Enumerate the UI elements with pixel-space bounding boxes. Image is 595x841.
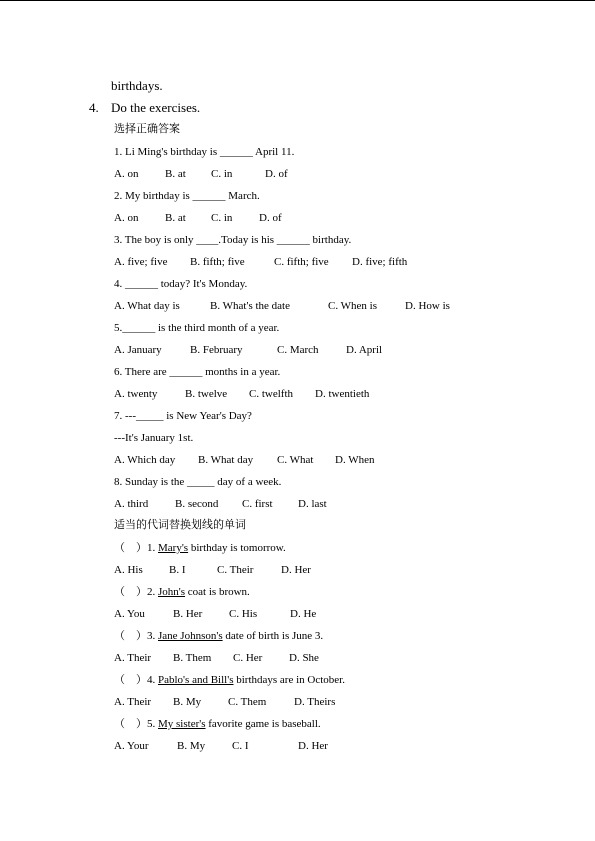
option-c: C. twelfth	[249, 388, 293, 400]
option-a: A. on	[114, 168, 139, 180]
option-b: B. My	[177, 740, 206, 752]
option-c: C. Their	[217, 564, 254, 576]
continued-text: birthdays.	[111, 78, 163, 93]
option-c: C. in	[211, 168, 233, 180]
option-c: C. I	[232, 740, 249, 752]
option-b: B. What day	[198, 454, 254, 466]
option-d: D. twentieth	[315, 388, 370, 400]
underlined-word: Jane Johnson's	[158, 630, 223, 642]
option-c: C. Her	[233, 652, 263, 664]
option-d: D. She	[289, 652, 319, 664]
question-rest: favorite game is baseball.	[205, 718, 321, 730]
option-b: B. fifth; five	[190, 256, 245, 268]
option-b: B. twelve	[185, 388, 228, 400]
pronoun-question-5	[114, 717, 321, 731]
option-b: B. Her	[173, 608, 203, 620]
option-b: B. Them	[173, 652, 212, 664]
question-rest: birthdays are in October.	[233, 674, 345, 686]
question-4: 4. ______ today? It's Monday.	[114, 278, 248, 290]
question-7: 7. ---_____ is New Year's Day?	[114, 410, 252, 422]
answer-blank: （ ）4.	[114, 674, 158, 686]
question-2: 2. My birthday is ______ March.	[114, 190, 260, 202]
section-number: 4.	[89, 100, 99, 115]
option-c: C. When is	[328, 300, 377, 312]
option-d: D. Her	[281, 564, 311, 576]
underlined-word: My sister's	[158, 718, 206, 730]
option-c: C. Them	[228, 696, 267, 708]
option-d: D. Theirs	[294, 696, 336, 708]
option-d: D. April	[346, 344, 383, 356]
option-a: A. What day is	[114, 300, 180, 312]
question-rest: birthday is tomorrow.	[188, 542, 286, 554]
answer-blank: （ ）5.	[114, 718, 158, 730]
option-d: D. When	[335, 454, 375, 466]
option-b: B. at	[165, 212, 186, 224]
part2-heading: 适当的代词替换划线的单词	[114, 519, 246, 531]
option-b: B. What's the date	[210, 300, 290, 312]
answer-blank: （ ）2.	[114, 586, 158, 598]
question-3: 3. The boy is only ____.Today is his ______ birthday.	[114, 234, 352, 246]
answer-blank: （ ）3.	[114, 630, 158, 642]
pronoun-question-4	[114, 673, 345, 687]
option-a: A. Their	[114, 652, 152, 664]
option-b: B. February	[190, 344, 243, 356]
option-c: C. March	[277, 344, 319, 356]
option-b: B. My	[173, 696, 202, 708]
question-1: 1. Li Ming's birthday is ______ April 11.	[114, 146, 295, 158]
option-a: A. twenty	[114, 388, 158, 400]
option-d: D. Her	[298, 740, 328, 752]
option-a: A. on	[114, 212, 139, 224]
answer-blank: （ ）1.	[114, 542, 158, 554]
option-d: D. of	[265, 168, 288, 180]
option-d: D. last	[298, 498, 327, 510]
option-c: C. What	[277, 454, 314, 466]
question-8: 8. Sunday is the _____ day of a week.	[114, 476, 282, 488]
option-d: D. of	[259, 212, 282, 224]
option-c: C. in	[211, 212, 233, 224]
pronoun-question-2	[114, 585, 250, 599]
pronoun-question-5-options	[114, 739, 328, 823]
pronoun-question-3	[114, 629, 323, 643]
option-d: D. How is	[405, 300, 450, 312]
option-d: D. five; fifth	[352, 256, 408, 268]
option-a: A. January	[114, 344, 162, 356]
underlined-word: Pablo's and Bill's	[158, 674, 234, 686]
option-a: A. five; five	[114, 256, 168, 268]
question-5: 5.______ is the third month of a year.	[114, 322, 280, 334]
option-a: A. Your	[114, 740, 149, 752]
option-c: C. His	[229, 608, 258, 620]
underlined-word: John's	[158, 586, 186, 598]
option-b: B. second	[175, 498, 219, 510]
option-b: B. I	[169, 564, 186, 576]
option-a: A. You	[114, 608, 145, 620]
question-7-answer: ---It's January 1st.	[114, 432, 194, 444]
option-a: A. Which day	[114, 454, 176, 466]
underlined-word: Mary's	[158, 542, 189, 554]
option-d: D. He	[290, 608, 317, 620]
option-c: C. first	[242, 498, 273, 510]
part1-heading: 选择正确答案	[114, 123, 180, 135]
section-title: Do the exercises.	[111, 100, 201, 115]
pronoun-question-1	[114, 541, 286, 555]
option-a: A. third	[114, 498, 149, 510]
question-6: 6. There are ______ months in a year.	[114, 366, 281, 378]
option-a: A. Their	[114, 696, 152, 708]
option-a: A. His	[114, 564, 143, 576]
option-c: C. fifth; five	[274, 256, 329, 268]
question-rest: date of birth is June 3.	[222, 630, 324, 642]
option-b: B. at	[165, 168, 186, 180]
question-rest: coat is brown.	[185, 586, 250, 598]
